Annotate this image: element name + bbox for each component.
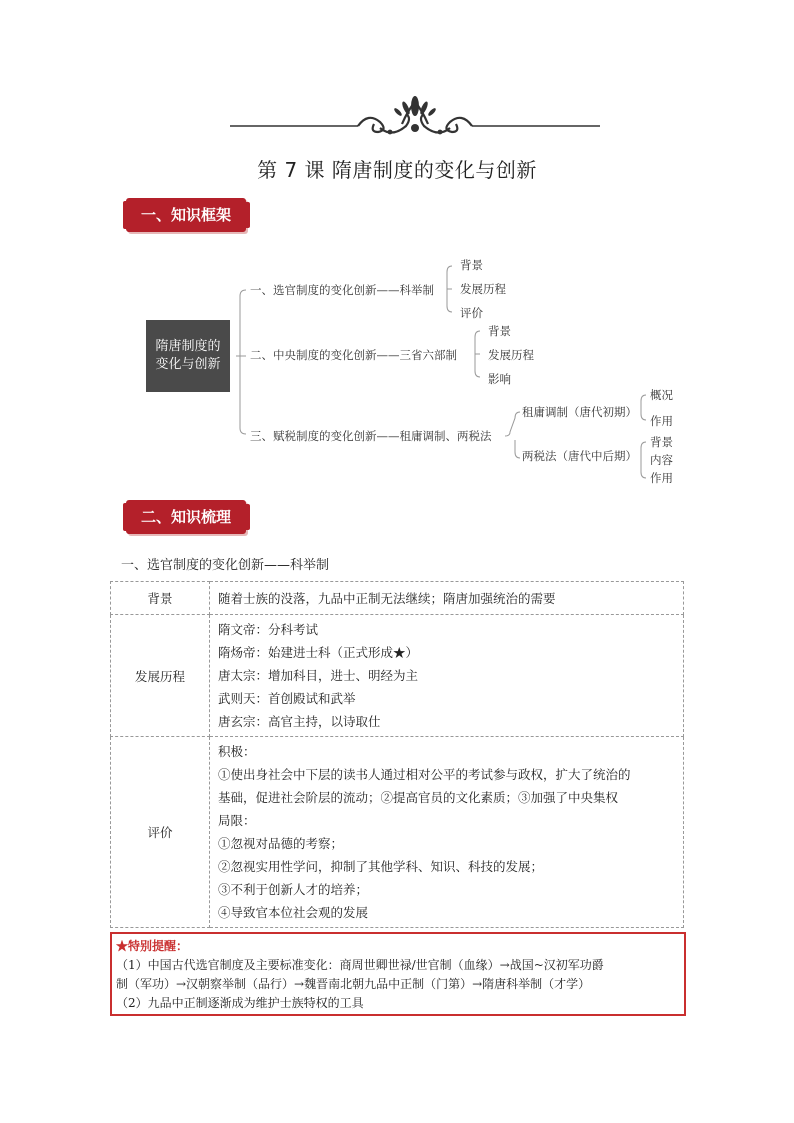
mindmap-branch2-item: 发展历程 (488, 348, 534, 362)
section-badge-review-label: 二、知识梳理 (140, 508, 231, 526)
dev-line: 唐玄宗：高官主持，以诗取仕 (218, 714, 381, 729)
mindmap-branch2-item: 影响 (488, 372, 511, 386)
table-key: 发展历程 (111, 615, 210, 737)
dev-line: 隋文帝：分科考试 (218, 622, 319, 637)
mindmap-connectors (0, 0, 794, 500)
eval-line: ①忽视对品德的考察； (218, 836, 344, 851)
mindmap-branch1-item: 发展历程 (460, 282, 506, 296)
mindmap-sub2-item: 内容 (650, 453, 673, 467)
mindmap-branch1-item: 评价 (460, 306, 483, 320)
mindmap-branch1-item: 背景 (460, 258, 483, 272)
table-value: 随着士族的没落，九品中正制无法继续；隋唐加强统治的需要 (210, 582, 684, 615)
eval-line: ③不利于创新人才的培养； (218, 882, 369, 897)
table-value (210, 615, 684, 737)
table-key: 背景 (111, 582, 210, 615)
dev-line: 唐太宗：增加科目，进士、明经为主 (218, 668, 419, 683)
dev-line: 隋炀帝：始建进士科（正式形成★） (218, 645, 419, 660)
mindmap-sub1: 租庸调制（唐代初期） (522, 405, 637, 419)
mindmap-sub2: 两税法（唐代中后期） (522, 449, 637, 463)
eval-line: 局限： (218, 813, 256, 828)
ornament-divider-icon (230, 94, 600, 138)
mindmap-root-line1: 隋唐制度的 (155, 339, 221, 354)
mindmap-root-line2: 变化与创新 (155, 357, 221, 372)
special-reminder-line: （2）九品中正制逐渐成为维护士族特权的工具 (116, 996, 364, 1010)
section-badge-framework (126, 198, 246, 232)
mindmap-sub1-item: 概况 (650, 388, 673, 402)
mindmap-sub1-item: 作用 (650, 414, 673, 428)
table-value (210, 737, 684, 928)
mindmap-branch2-item: 背景 (488, 324, 511, 338)
eval-line: ②忽视实用性学问，抑制了其他学科、知识、科技的发展； (218, 859, 544, 874)
special-reminder-heading: ★特别提醒： (116, 939, 189, 953)
table-row (111, 737, 684, 928)
table-key: 评价 (111, 737, 210, 928)
mindmap-branch1: 一、选官制度的变化创新——科举制 (250, 283, 434, 297)
eval-line: 基础，促进社会阶层的流动；②提高官员的文化素质；③加强了中央集权 (218, 790, 619, 805)
knowledge-table (110, 581, 684, 928)
mindmap-branch3: 三、赋税制度的变化创新——租庸调制、两税法 (250, 429, 492, 443)
special-reminder-line: （1）中国古代选官制度及主要标准变化：商周世卿世禄/世官制（血缘）→战国~汉初军功爵 (116, 958, 604, 972)
eval-line: ④导致官本位社会观的发展 (218, 905, 369, 920)
table-row (111, 615, 684, 737)
mindmap-sub2-item: 背景 (650, 435, 673, 449)
section-badge-review (126, 500, 246, 534)
section-badge-framework-label: 一、知识框架 (140, 206, 231, 224)
eval-line: 积极： (218, 744, 256, 759)
page-title: 第 7 课 隋唐制度的变化与创新 (257, 158, 537, 182)
table-row (111, 582, 684, 615)
mindmap-root (146, 320, 230, 392)
section1-title: 一、选官制度的变化创新——科举制 (121, 558, 330, 573)
eval-line: ①使出身社会中下层的读书人通过相对公平的考试参与政权，扩大了统治的 (218, 767, 631, 782)
mindmap-sub2-item: 作用 (650, 471, 673, 485)
dev-line: 武则天：首创殿试和武举 (218, 691, 356, 706)
special-reminder-line: 制（军功）→汉朝察举制（品行）→魏晋南北朝九品中正制（门第）→隋唐科举制（才学） (116, 977, 591, 991)
mindmap-branch2: 二、中央制度的变化创新——三省六部制 (250, 348, 457, 362)
